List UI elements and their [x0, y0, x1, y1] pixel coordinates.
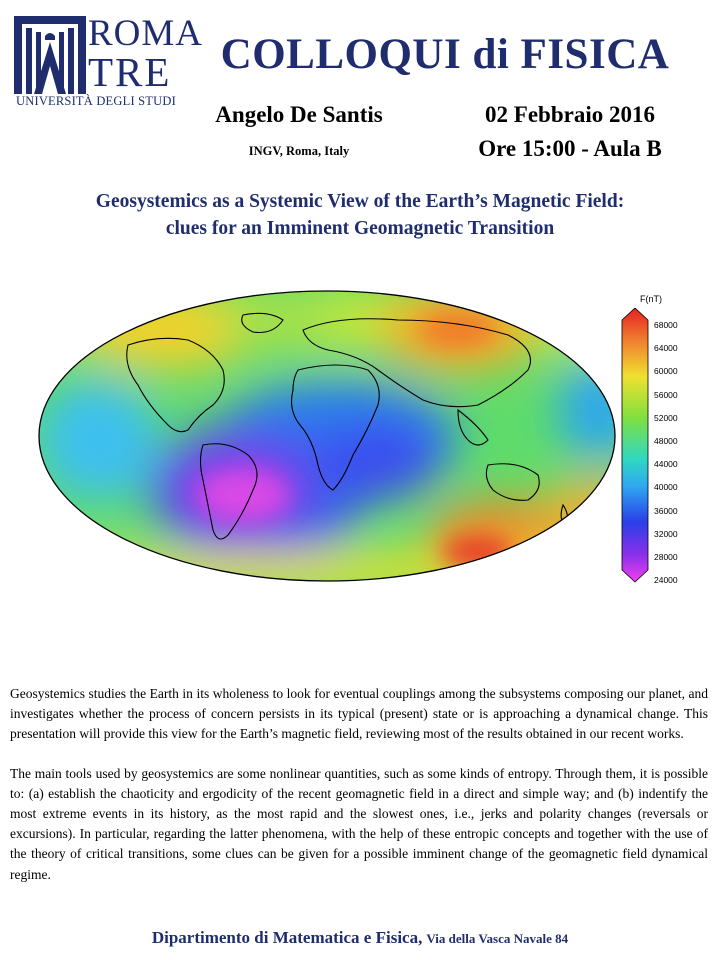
- colorbar-tick: 40000: [654, 482, 678, 493]
- colorbar-tick: 32000: [654, 528, 678, 539]
- logo-university-text: UNIVERSITÀ DEGLI STUDI: [16, 94, 176, 108]
- abstract-paragraph-2: The main tools used by geosystemics are some nonlinear quantities, such as some kinds of entropy. Through them, it is possible to: (a) establish the chaoticity and ergodicity of the recent geomagnetic field in a direct and simple way; and (b) indentify the most extreme events in its history, as the most rapid and the slowest ones, i.e., jerks and polarity changes (reversals or excursions). In particular, regarding the latter phenomena, with the help of these entropic concepts and together with the use of the theory of critical transitions, some clues can be given for a possible imminent change of the geomagnetic field dynamical regime.: [10, 765, 708, 882]
- talk-title-line-1: Geosystemics as a Systemic View of the Earth’s Magnetic Field:: [95, 191, 625, 212]
- colorbar-tick: 48000: [654, 436, 678, 447]
- talk-title-line-2: clues for an Imminent Geomagnetic Transition: [165, 218, 555, 239]
- colorbar-title: F(nT): [640, 294, 662, 304]
- world-magnetic-field-map-icon: [38, 290, 616, 582]
- abstract: [10, 684, 708, 904]
- logo-roma-text: ROMA: [88, 13, 204, 54]
- colorbar-tick: 24000: [654, 575, 678, 586]
- colorbar-gradient-icon: [620, 308, 650, 584]
- talk-title: [20, 188, 700, 242]
- speaker-name: Angelo De Santis: [215, 102, 383, 127]
- colorbar-tick: 64000: [654, 343, 678, 354]
- colorbar-tick: 52000: [654, 412, 678, 423]
- colorbar-tick: 60000: [654, 366, 678, 377]
- colorbar-tick: 56000: [654, 389, 678, 400]
- footer-department: Dipartimento di Matematica e Fisica,: [151, 928, 423, 947]
- footer: [0, 928, 720, 948]
- colorbar-tick: 36000: [654, 505, 678, 516]
- colorbar-tick: 28000: [654, 552, 678, 563]
- footer-address: Via della Vasca Navale 84: [426, 931, 569, 946]
- speaker-affiliation: INGV, Roma, Italy: [248, 144, 350, 158]
- page-title: COLLOQUI di FISICA: [220, 31, 670, 78]
- university-logo: [14, 13, 204, 110]
- colorbar-ticks: [654, 314, 700, 592]
- colorbar-tick: 68000: [654, 320, 678, 330]
- roma-tre-emblem-icon: [14, 16, 86, 94]
- field-intensity-colormap: [38, 290, 616, 582]
- logo-tre-text: TRE: [88, 49, 172, 95]
- colorbar-tick: 44000: [654, 459, 678, 470]
- event-date: 02 Febbraio 2016: [485, 102, 655, 127]
- colorbar-legend: [620, 294, 700, 584]
- event-time-room: Ore 15:00 - Aula B: [478, 136, 662, 161]
- abstract-paragraph-1: Geosystemics studies the Earth in its wholeness to look for eventual couplings among the subsystems composing our planet, and investigates whether the process of concern persists in its typical (present) state or is approaching a dynamical change. This presentation will provide this view for the Earth’s magnetic field, reviewing most of the results obtained in our recent works.: [10, 686, 708, 742]
